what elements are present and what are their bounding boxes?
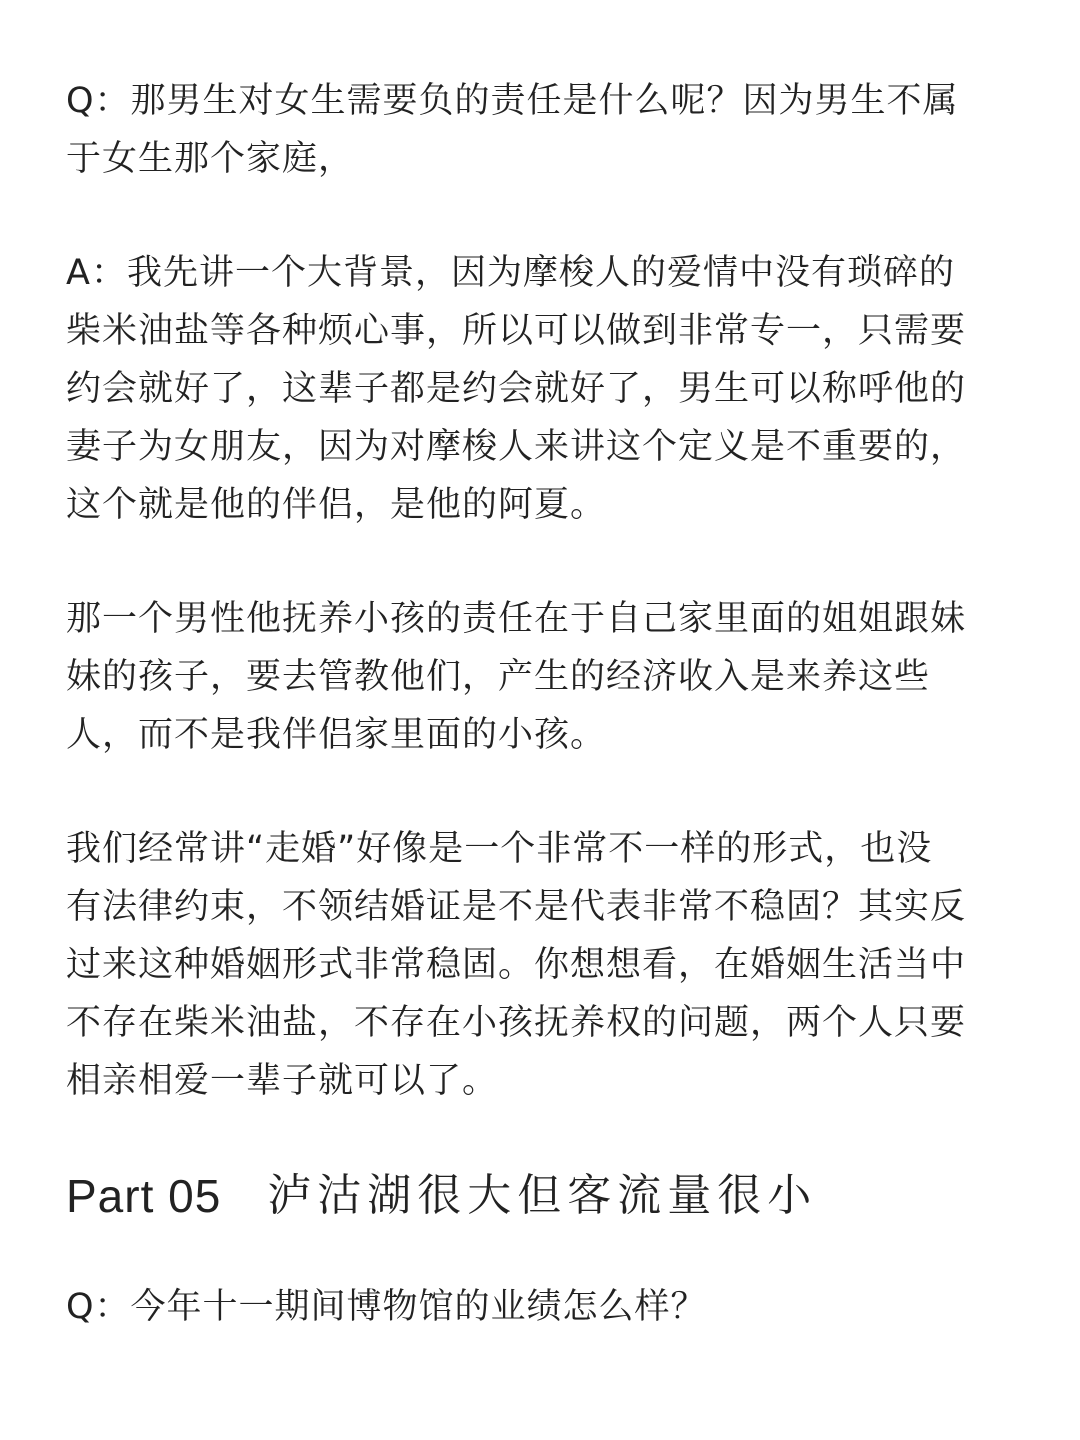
question-paragraph-2 bbox=[66, 1278, 1024, 1336]
text-line: 那一个男性他抚养小孩的责任在于自己家里面的姐姐跟妹 bbox=[66, 599, 967, 639]
text-line: 这个就是他的伴侣，是他的阿夏。 bbox=[66, 485, 607, 525]
part-title: 泸沽湖很大但客流量很小 bbox=[267, 1170, 818, 1221]
text-line: Q：今年十一期间博物馆的业绩怎么样？ bbox=[66, 1287, 707, 1327]
text-line: 人，而不是我伴侣家里面的小孩。 bbox=[66, 715, 607, 755]
text-line: 妻子为女朋友，因为对摩梭人来讲这个定义是不重要的， bbox=[66, 427, 967, 467]
text-line: 于女生那个家庭， bbox=[66, 139, 355, 179]
question-paragraph-1 bbox=[66, 72, 1024, 188]
text-line: 过来这种婚姻形式非常稳固。你想想看，在婚姻生活当中 bbox=[66, 945, 967, 985]
text-line: 我们经常讲“走婚”好像是一个非常不一样的形式，也没 bbox=[66, 829, 933, 869]
answer-paragraph-1 bbox=[66, 244, 1024, 534]
text-line: 相亲相爱一辈子就可以了。 bbox=[66, 1061, 499, 1101]
text-line: 柴米油盐等各种烦心事，所以可以做到非常专一，只需要 bbox=[66, 311, 967, 351]
answer-paragraph-2 bbox=[66, 590, 1024, 764]
text-line: 有法律约束，不领结婚证是不是代表非常不稳固？其实反 bbox=[66, 887, 967, 927]
section-heading bbox=[66, 1166, 1024, 1226]
text-line: 约会就好了，这辈子都是约会就好了，男生可以称呼他的 bbox=[66, 369, 967, 409]
text-line: Q：那男生对女生需要负的责任是什么呢？因为男生不属 bbox=[66, 81, 959, 121]
text-line: 妹的孩子，要去管教他们，产生的经济收入是来养这些 bbox=[66, 657, 931, 697]
text-line: A：我先讲一个大背景，因为摩梭人的爱情中没有琐碎的 bbox=[66, 253, 955, 293]
article-body bbox=[66, 72, 1024, 1392]
answer-paragraph-3 bbox=[66, 820, 1024, 1110]
part-number: Part 05 bbox=[66, 1170, 222, 1222]
text-line: 不存在柴米油盐，不存在小孩抚养权的问题，两个人只要 bbox=[66, 1003, 967, 1043]
